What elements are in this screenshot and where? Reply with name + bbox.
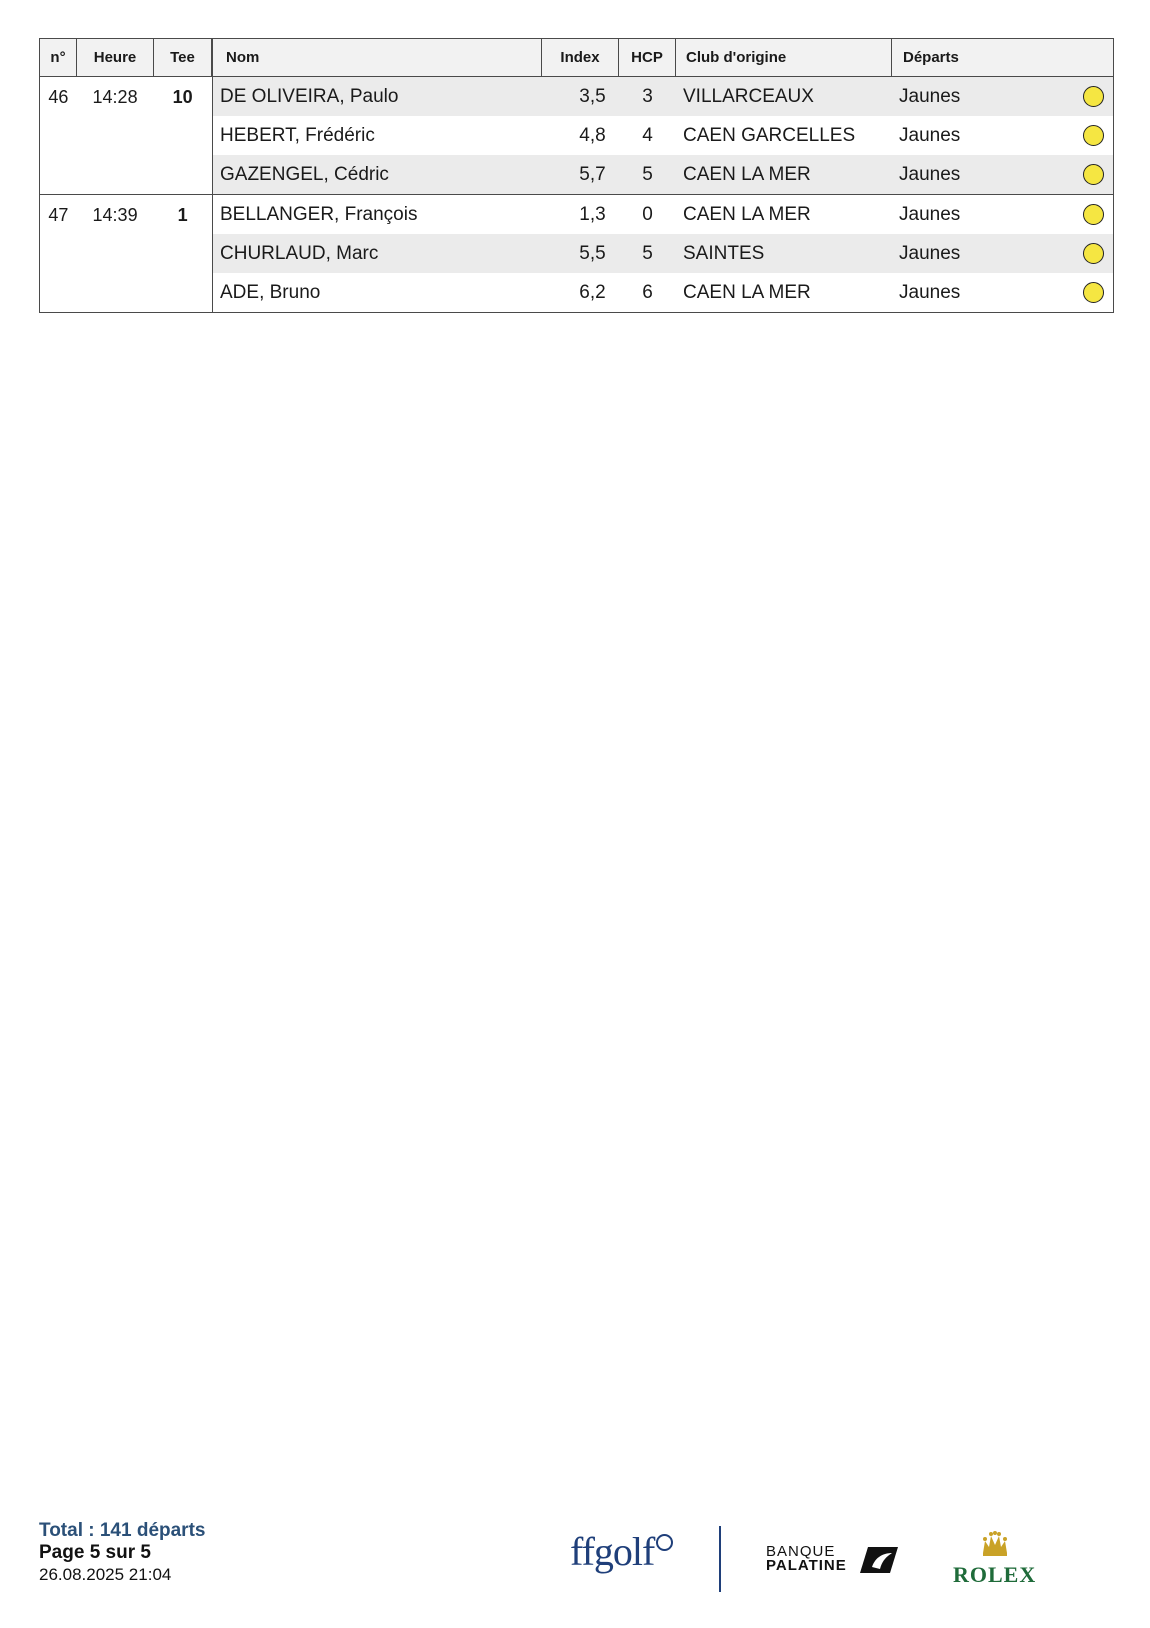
yellow-tee-dot-icon — [1083, 204, 1104, 225]
player-name: ADE, Bruno — [220, 281, 321, 303]
player-departs: Jaunes — [899, 163, 961, 185]
group-tee: 10 — [172, 87, 193, 107]
group-time: 14:28 — [92, 87, 138, 107]
table-row — [213, 77, 1113, 116]
player-club: VILLARCEAUX — [683, 85, 814, 107]
ffgolf-logo — [570, 1528, 673, 1575]
header-club: Club d'origine — [676, 39, 892, 76]
player-departs: Jaunes — [899, 242, 961, 264]
table-row — [213, 195, 1113, 234]
header-index: Index — [542, 39, 619, 76]
player-index: 6,2 — [579, 281, 606, 303]
print-date: 26.08.2025 21:04 — [39, 1565, 172, 1584]
banque-palatine-logo — [766, 1545, 847, 1573]
yellow-tee-dot-icon — [1083, 86, 1104, 107]
player-name: GAZENGEL, Cédric — [220, 163, 389, 185]
player-club: CAEN LA MER — [683, 163, 811, 185]
group-number: 46 — [48, 87, 69, 107]
player-hcp: 6 — [642, 281, 653, 303]
footer-summary — [39, 1520, 205, 1586]
banque-logo-line1: BANQUE — [766, 1543, 836, 1560]
player-name: BELLANGER, François — [220, 203, 418, 225]
player-club: CAEN LA MER — [683, 281, 811, 303]
player-index: 1,3 — [579, 203, 606, 225]
group-info — [40, 195, 213, 312]
header-nom: Nom — [213, 39, 542, 76]
yellow-tee-dot-icon — [1083, 243, 1104, 264]
yellow-tee-dot-icon — [1083, 164, 1104, 185]
table-header — [40, 39, 1113, 77]
player-departs: Jaunes — [899, 124, 961, 146]
player-name: DE OLIVEIRA, Paulo — [220, 85, 399, 107]
header-departs: Départs — [903, 49, 959, 66]
page-number: Page 5 sur 5 — [39, 1542, 151, 1563]
player-hcp: 5 — [642, 163, 653, 185]
header-n: n° — [40, 39, 77, 76]
yellow-tee-dot-icon — [1083, 125, 1104, 146]
player-departs: Jaunes — [899, 85, 961, 107]
group-number: 47 — [48, 205, 69, 225]
banque-palatine-mark-icon — [858, 1545, 900, 1575]
player-departs: Jaunes — [899, 203, 961, 225]
start-list-table — [39, 38, 1114, 313]
table-row — [213, 234, 1113, 273]
rolex-logo-text: ROLEX — [953, 1562, 1037, 1587]
player-hcp: 4 — [642, 124, 653, 146]
header-heure: Heure — [77, 39, 154, 76]
group-time: 14:39 — [92, 205, 138, 225]
player-index: 5,5 — [579, 242, 606, 264]
player-index: 3,5 — [579, 85, 606, 107]
player-departs: Jaunes — [899, 281, 961, 303]
header-tee: Tee — [154, 39, 213, 76]
table-row — [213, 155, 1113, 194]
ffgolf-badge-icon — [656, 1534, 673, 1551]
player-name: HEBERT, Frédéric — [220, 124, 375, 146]
group-tee: 1 — [177, 205, 188, 225]
tee-group — [40, 77, 1113, 195]
player-club: CAEN GARCELLES — [683, 124, 856, 146]
tee-group — [40, 195, 1113, 312]
banque-logo-line2: PALATINE — [766, 1557, 847, 1574]
rolex-logo — [953, 1531, 1036, 1588]
group-info — [40, 77, 213, 194]
player-name: CHURLAUD, Marc — [220, 242, 379, 264]
header-hcp: HCP — [619, 39, 676, 76]
player-index: 5,7 — [579, 163, 606, 185]
player-club: CAEN LA MER — [683, 203, 811, 225]
player-hcp: 3 — [642, 85, 653, 107]
table-row — [213, 273, 1113, 312]
player-hcp: 5 — [642, 242, 653, 264]
player-club: SAINTES — [683, 242, 765, 264]
footer-divider — [719, 1526, 721, 1592]
player-index: 4,8 — [579, 124, 606, 146]
table-row — [213, 116, 1113, 155]
rolex-crown-icon — [980, 1531, 1010, 1557]
player-hcp: 0 — [642, 203, 653, 225]
total-departs: Total : 141 départs — [39, 1520, 206, 1541]
ffgolf-logo-text: ffgolf — [570, 1529, 655, 1574]
yellow-tee-dot-icon — [1083, 282, 1104, 303]
